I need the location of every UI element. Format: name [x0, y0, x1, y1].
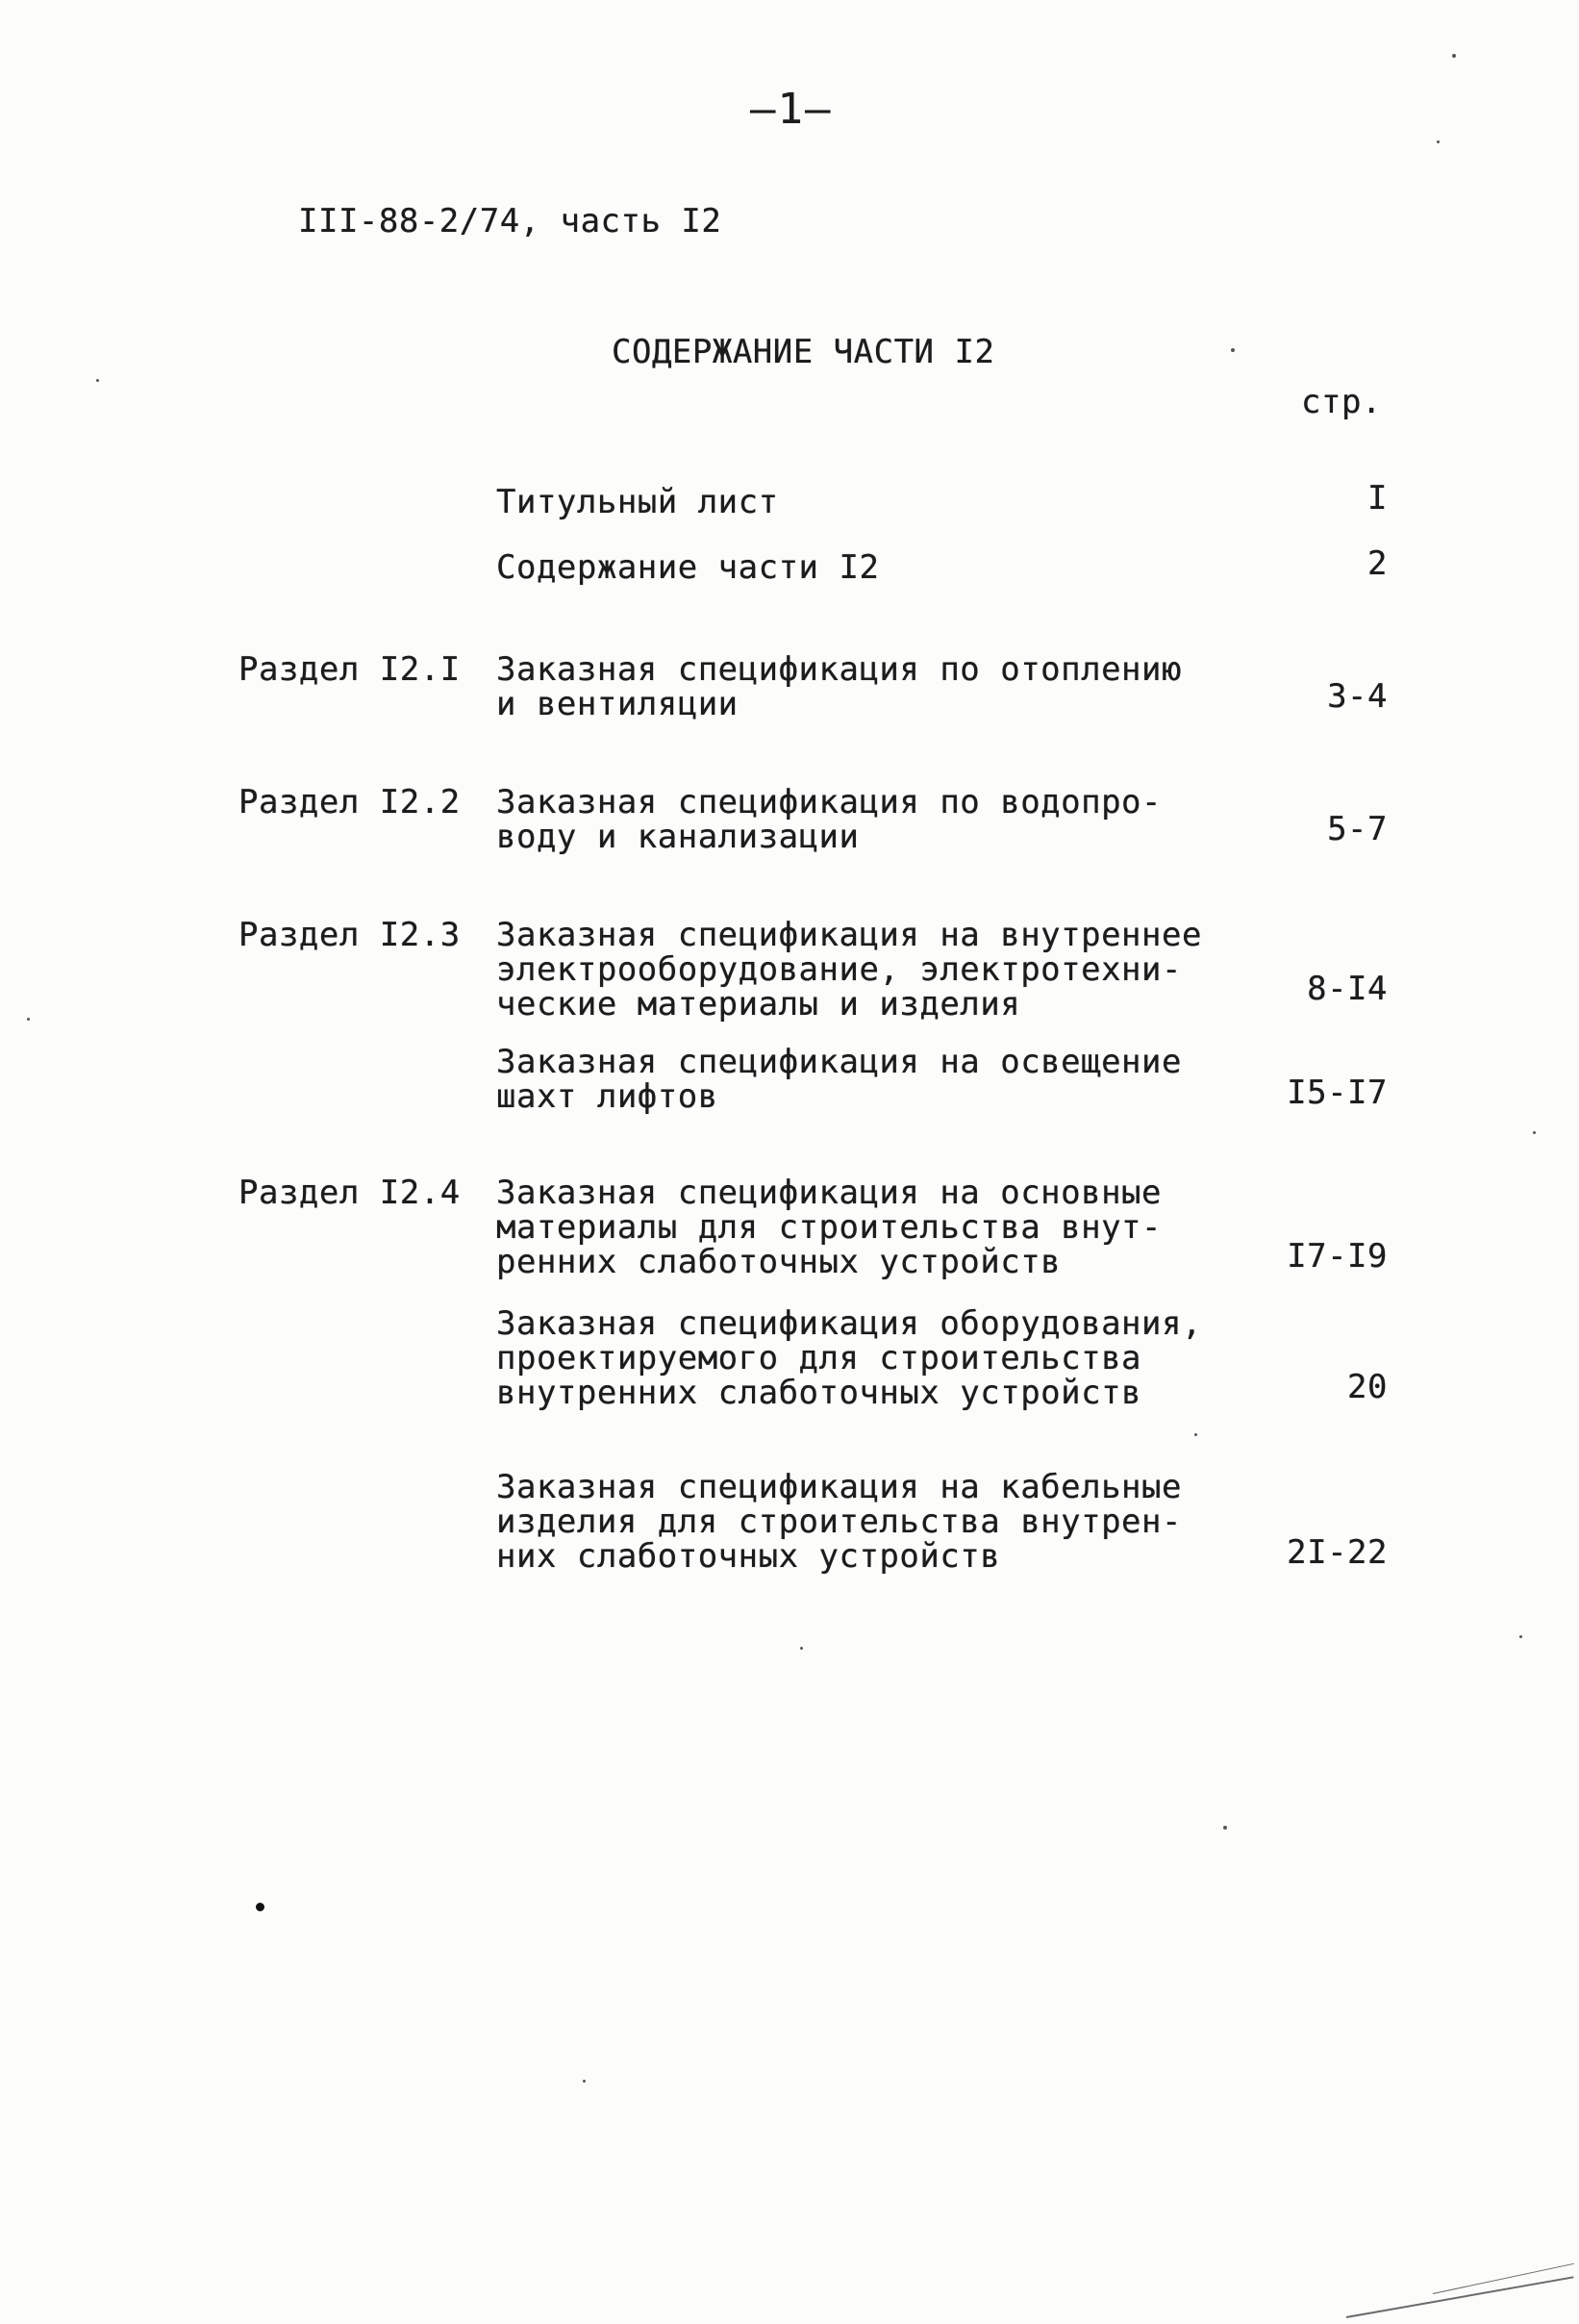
toc-entry-title: Титульный лист	[496, 483, 779, 521]
toc-entry-pages: I	[1367, 479, 1388, 518]
scan-speck	[1519, 1635, 1522, 1638]
scan-edge-line	[1346, 2276, 1574, 2318]
scan-speck	[583, 2080, 586, 2083]
toc-entry-pages: 5-7	[1327, 810, 1388, 848]
page-column-label: стр.	[1301, 383, 1382, 421]
toc-entry-pages: I7-I9	[1287, 1237, 1388, 1276]
toc-entry-title: Заказная спецификация на освещение шахт лифтов	[496, 1043, 1182, 1116]
document-id: III-88-2/74, часть I2	[298, 202, 722, 240]
toc-entry-title: Заказная спецификация оборудования, проектируемого для строительства внутренних слаботочных устройств	[496, 1304, 1202, 1412]
toc-entry-pages: 2I-22	[1287, 1533, 1388, 1572]
toc-entry-title: Заказная спецификация по отоплению и вентиляции	[496, 650, 1182, 723]
contents-heading: СОДЕРЖАНИЕ ЧАСТИ I2	[612, 333, 995, 371]
scan-speck	[27, 1018, 30, 1021]
toc-entry-title: Заказная спецификация по водопро- воду и канализации	[496, 783, 1163, 856]
scan-speck	[256, 1903, 264, 1911]
scan-speck	[96, 379, 99, 382]
scan-speck	[1533, 1131, 1536, 1134]
scan-speck	[1231, 348, 1235, 352]
toc-entry-section: Раздел I2.4	[238, 1174, 461, 1212]
toc-entry-section: Раздел I2.3	[238, 916, 461, 954]
toc-entry-title: Заказная спецификация на основные материалы для строительства внут- ренних слаботочных устройств	[496, 1174, 1163, 1281]
toc-entry-title: Заказная спецификация на внутреннее электрооборудование, электротехни- ческие материалы и изделия	[496, 916, 1202, 1023]
toc-entry-pages: 3-4	[1327, 677, 1388, 716]
toc-entry-section: Раздел I2.I	[238, 650, 461, 689]
toc-entry-pages: 2	[1367, 544, 1388, 583]
toc-entry-pages: 8-I4	[1307, 970, 1388, 1008]
scan-speck	[1223, 1826, 1227, 1830]
toc-entry-title: Содержание части I2	[496, 548, 880, 587]
scan-speck	[800, 1647, 803, 1650]
scan-speck	[1194, 1433, 1197, 1436]
toc-entry-pages: 20	[1347, 1368, 1388, 1406]
toc-entry-title: Заказная спецификация на кабельные изделия для строительства внутрен- них слаботочных устройств	[496, 1468, 1182, 1576]
toc-entry-pages: I5-I7	[1287, 1074, 1388, 1112]
toc-entry-section: Раздел I2.2	[238, 783, 461, 821]
scan-speck	[1437, 140, 1440, 143]
page-number: –1–	[750, 85, 833, 134]
scan-speck	[1452, 54, 1456, 58]
